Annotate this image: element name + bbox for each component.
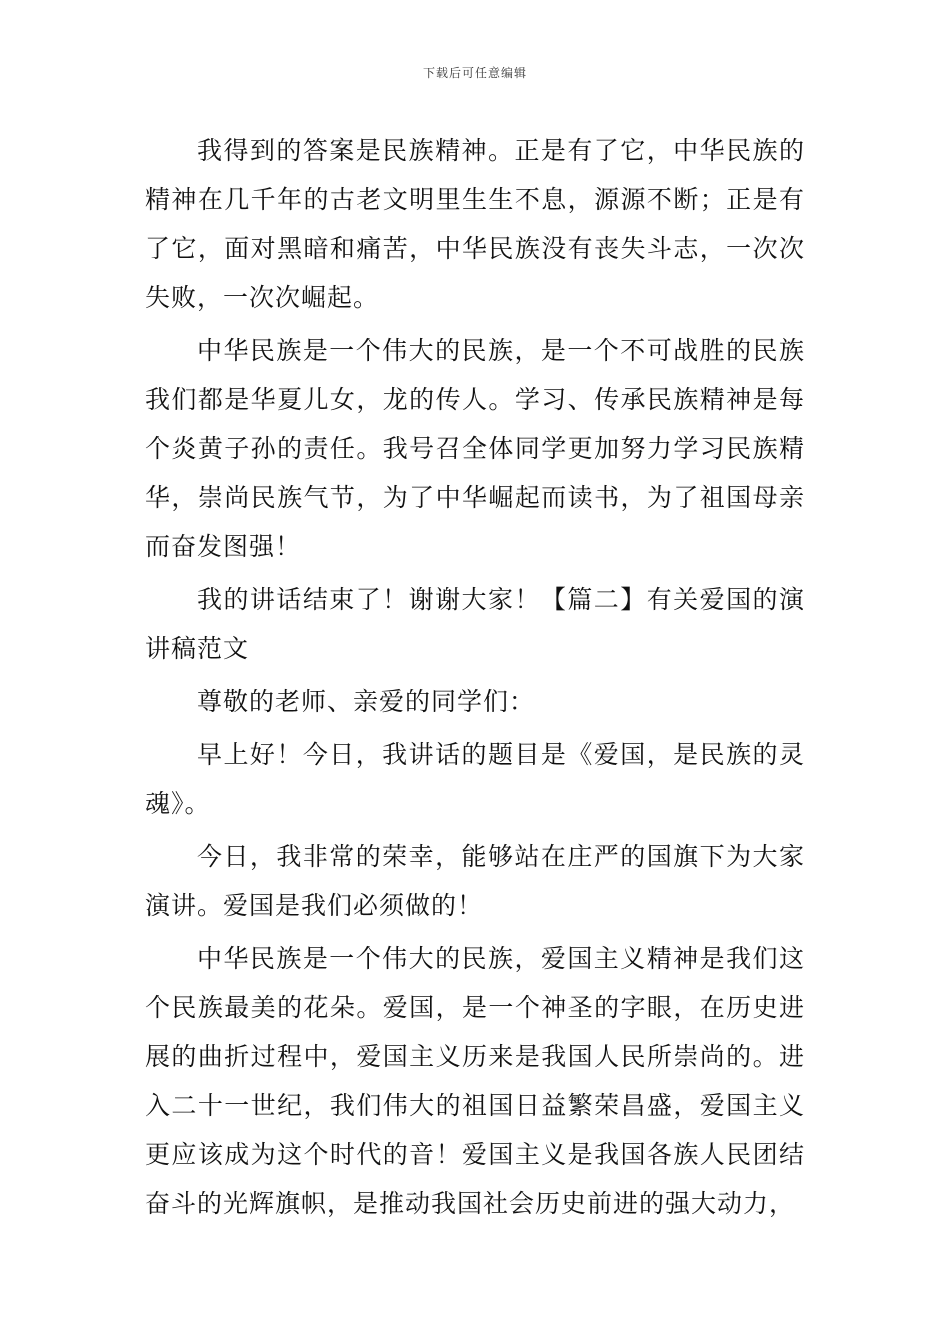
page-header: 下载后可任意编辑 [422, 66, 527, 80]
paragraph-salutation: 尊敬的老师、亲爱的同学们： [197, 687, 536, 716]
paragraph-patriotism: 中华民族是一个伟大的民族，爱国主义精神是我们这个民族最美的花朵。爱国，是一个神圣的字眼，在历史进展的曲折过程中，爱国主义历来是我国人民所崇尚的。进入二十一世纪，我们伟大的祖国日益繁荣昌盛，爱国主义更应该成为这个时代的音！爱国主义是我国各族人民团结奋斗的光辉旗帜，是推动我国社会历史前进的强大动力， [145, 944, 805, 1218]
paragraph-speech-end: 我的讲话结束了！谢谢大家！【篇二】有关爱国的演讲稿范文 [145, 585, 805, 663]
paragraph-honored: 今日，我非常的荣幸，能够站在庄严的国旗下为大家演讲。爱国是我们必须做的！ [145, 842, 805, 920]
paragraph-greeting-title: 早上好！今日，我讲话的题目是《爱国，是民族的灵魂》。 [145, 740, 805, 818]
document-body [145, 126, 805, 1232]
paragraph-great-nation: 中华民族是一个伟大的民族，是一个不可战胜的民族我们都是华夏儿女，龙的传人。学习、传承民族精神是每个炎黄子孙的责任。我号召全体同学更加努力学习民族精华，崇尚民族气节，为了中华崛起而读书，为了祖国母亲而奋发图强！ [145, 336, 805, 561]
paragraph-national-spirit: 我得到的答案是民族精神。正是有了它，中华民族的精神在几千年的古老文明里生生不息，源源不断；正是有了它，面对黑暗和痛苦，中华民族没有丧失斗志，一次次失败，一次次崛起。 [145, 136, 805, 312]
